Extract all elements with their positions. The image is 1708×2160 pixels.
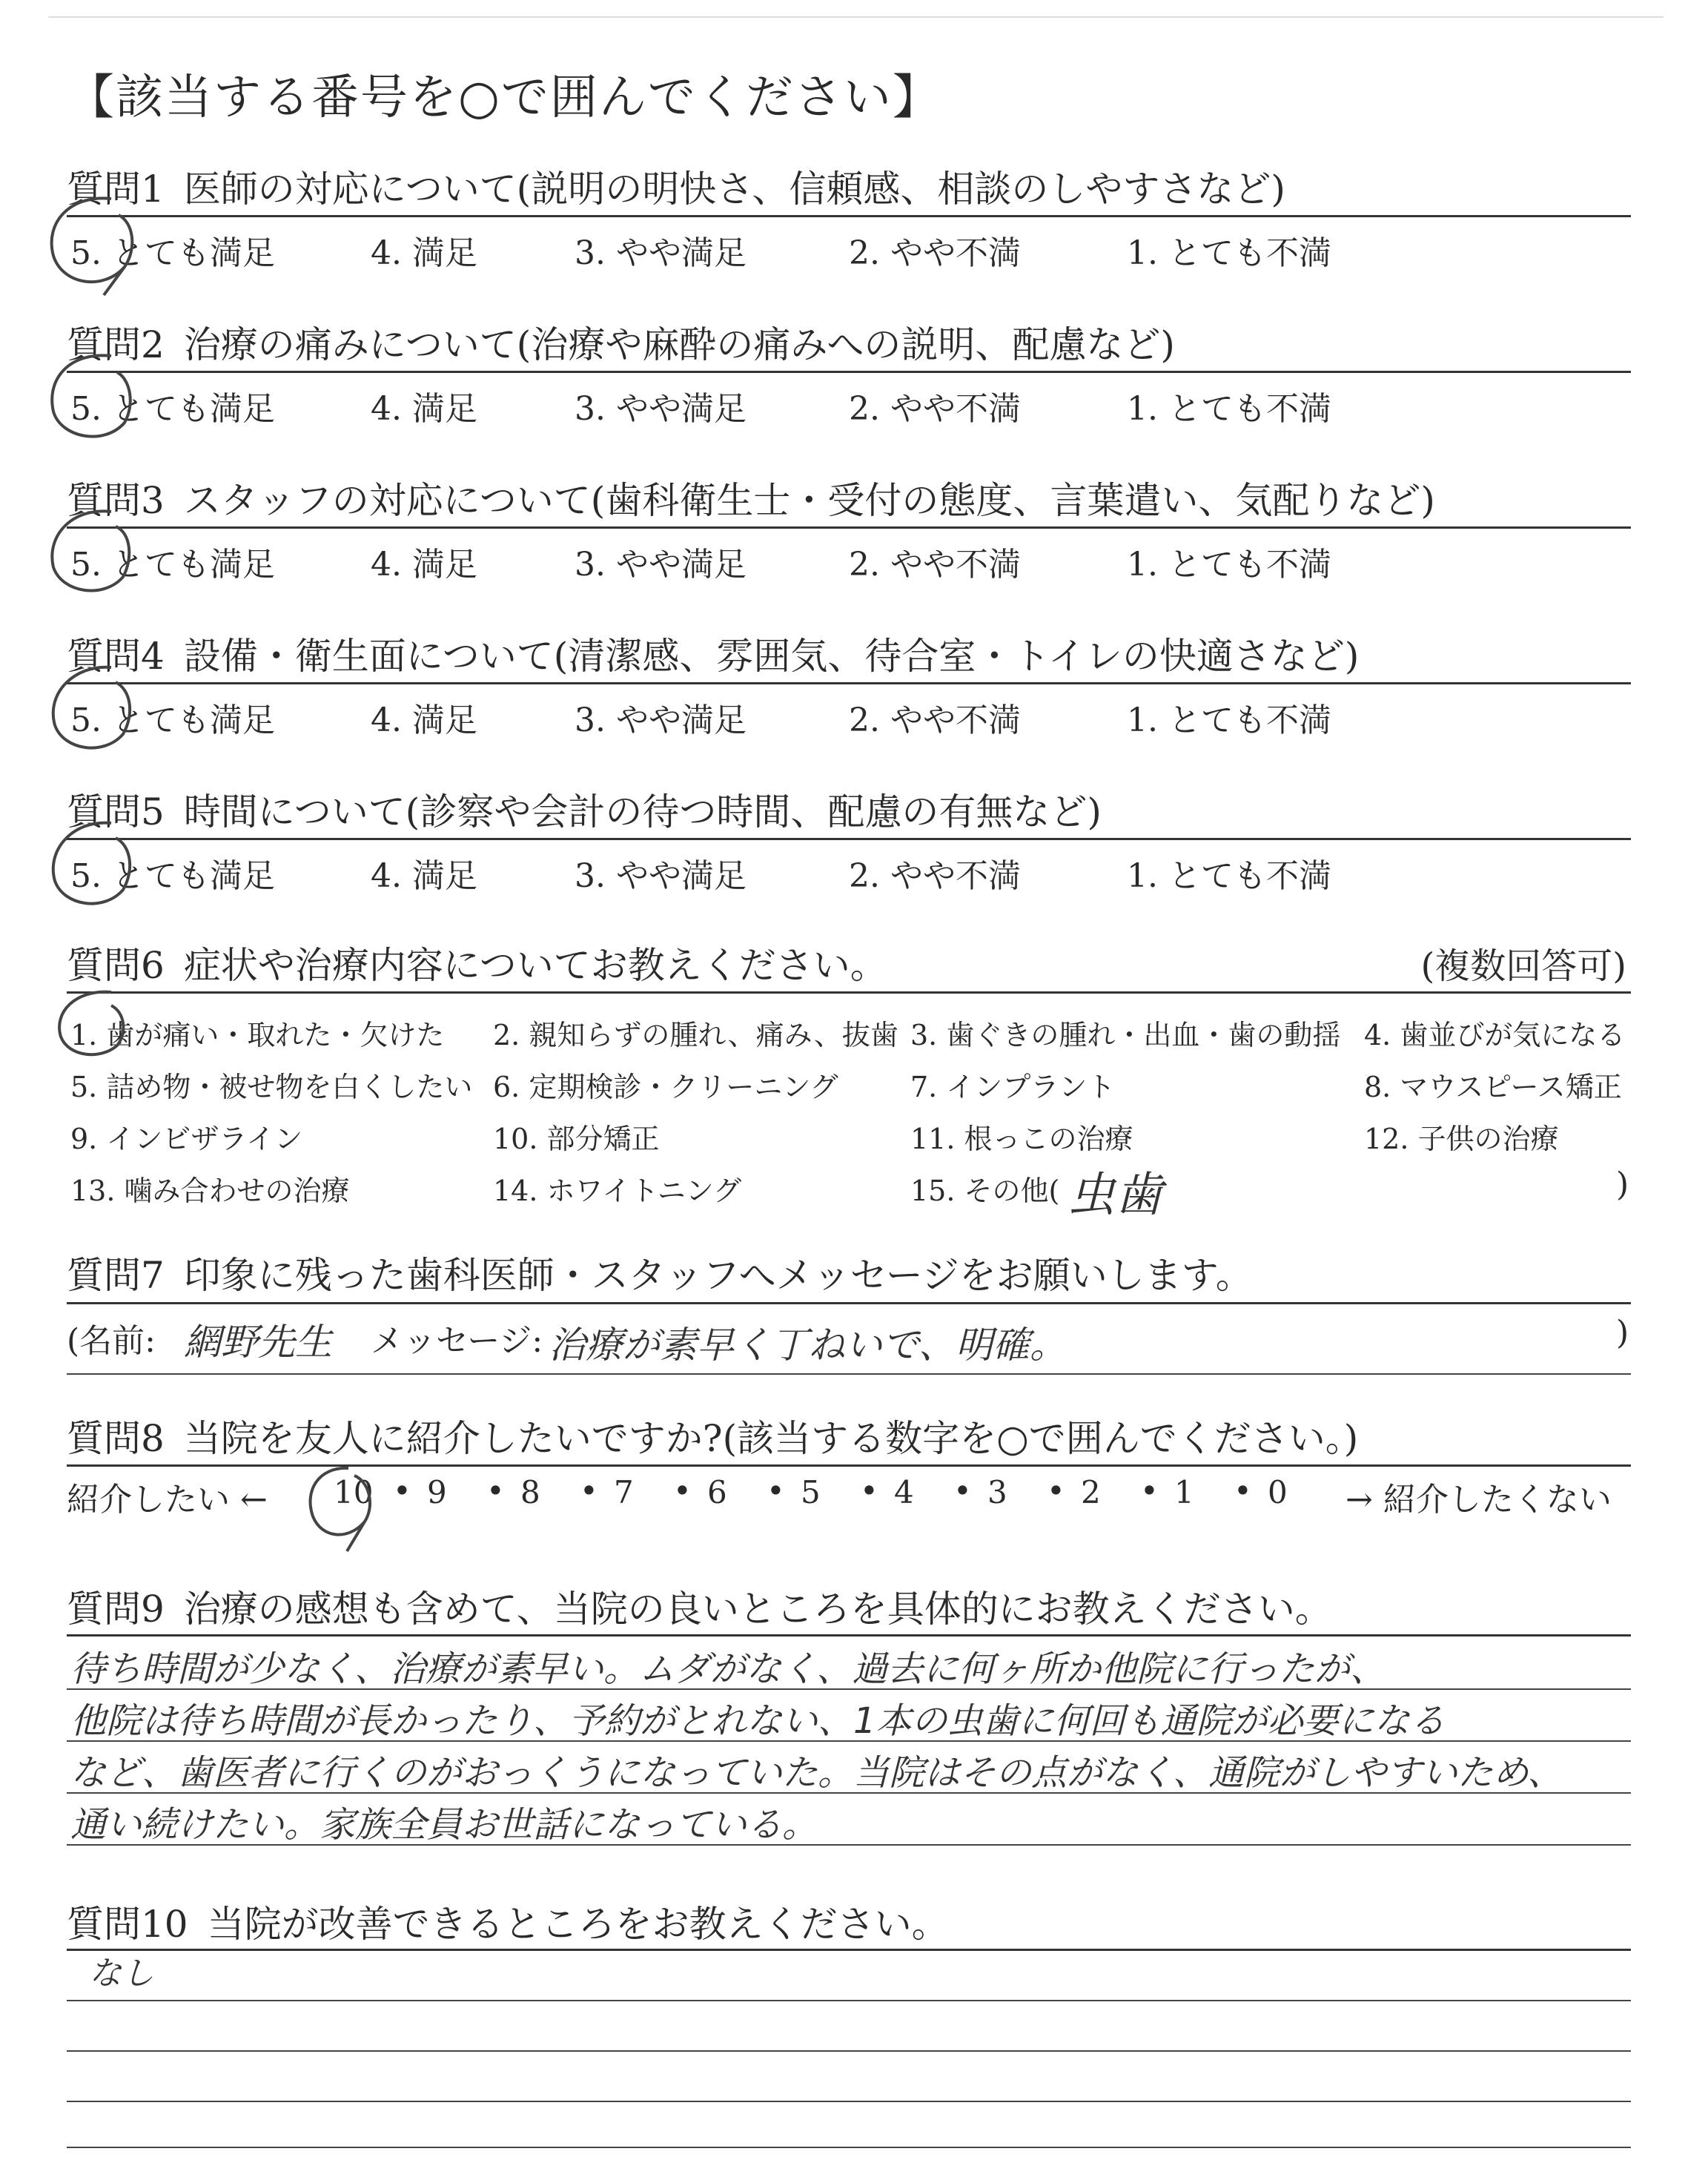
question-6-rule xyxy=(67,991,1631,994)
question-4-option[interactable]: 4. 満足 xyxy=(371,701,477,739)
question-10-line-4 xyxy=(67,2101,1631,2102)
question-5-text: 時間について(診察や会計の待つ時間、配慮の有無など) xyxy=(183,790,1102,833)
question-6-option[interactable]: 14. ホワイトニング xyxy=(493,1175,742,1207)
question-6-option[interactable]: 10. 部分矯正 xyxy=(493,1123,660,1155)
question-2-option[interactable]: 1. とても不満 xyxy=(1127,390,1331,428)
question-3-number: 質問3 xyxy=(67,479,165,522)
question-7-message-value[interactable]: 治療が素早く丁ねいで、明確。 xyxy=(549,1324,1067,1367)
question-6-note: (複数回答可) xyxy=(1420,945,1626,987)
question-6-close-paren: ) xyxy=(1616,1166,1629,1203)
scale-separator-dot: • xyxy=(393,1473,411,1509)
question-3-rule xyxy=(67,526,1631,529)
question-8-scale-value[interactable]: 5 xyxy=(801,1474,821,1510)
question-1-option[interactable]: 1. とても不満 xyxy=(1127,234,1331,272)
question-4-number: 質問4 xyxy=(67,635,165,678)
question-8-scale-value[interactable]: 3 xyxy=(987,1474,1007,1510)
question-9-answer-rule xyxy=(67,1844,1631,1846)
question-4-option[interactable]: 3. やや満足 xyxy=(575,701,747,739)
question-3-title xyxy=(67,471,1435,524)
question-4-option[interactable]: 1. とても不満 xyxy=(1127,701,1331,739)
question-10-answer[interactable]: なし xyxy=(89,1955,154,1992)
question-6-option[interactable]: 13. 噛み合わせの治療 xyxy=(70,1175,350,1207)
page-heading: 【該当する番号を○で囲んでください】 xyxy=(67,70,941,125)
question-6-option[interactable]: 9. インビザライン xyxy=(70,1123,303,1155)
scale-separator-dot: • xyxy=(486,1473,505,1509)
question-8-text: 当院を友人に紹介したいですか?(該当する数字を○で囲んでください。) xyxy=(183,1417,1359,1460)
question-2-number: 質問2 xyxy=(67,323,165,366)
question-9-answer-line: 待ち時間が少なく、治療が素早い。ムダがなく、過去に何ヶ所か他院に行ったが、 xyxy=(70,1648,1386,1690)
question-6-text: 症状や治療内容についてお教えください。 xyxy=(183,944,887,987)
question-9-answer-rule xyxy=(67,1792,1631,1794)
question-8-scale-value[interactable]: 0 xyxy=(1268,1474,1288,1510)
question-8-scale-value[interactable]: 4 xyxy=(894,1474,914,1510)
question-9-answer-line: 通い続けたい。家族全員お世話になっている。 xyxy=(70,1804,818,1846)
question-7-number: 質問7 xyxy=(67,1254,165,1297)
question-1-option[interactable]: 5. とても満足 xyxy=(70,234,275,272)
question-2-title xyxy=(67,315,1175,369)
question-9-answer-rule xyxy=(67,1688,1631,1690)
question-6-title xyxy=(67,936,887,989)
question-8-scale-value[interactable]: 6 xyxy=(707,1474,727,1510)
question-3-option[interactable]: 5. とても満足 xyxy=(70,546,275,584)
question-4-text: 設備・衛生面について(清潔感、雰囲気、待合室・トイレの快適さなど) xyxy=(183,635,1360,678)
question-3-option[interactable]: 4. 満足 xyxy=(371,546,477,584)
question-8-scale-value[interactable]: 1 xyxy=(1174,1474,1194,1510)
question-10-title xyxy=(67,1895,949,1948)
question-6-option[interactable]: 1. 歯が痛い・取れた・欠けた xyxy=(70,1019,445,1051)
question-6-option[interactable]: 12. 子供の治療 xyxy=(1364,1123,1559,1155)
question-7-message-label: メッセージ: xyxy=(371,1322,543,1360)
question-7-text: 印象に残った歯科医師・スタッフへメッセージをお願いします。 xyxy=(183,1254,1253,1297)
question-6-option[interactable]: 4. 歯並びが気になる xyxy=(1364,1019,1626,1051)
question-5-rule xyxy=(67,838,1631,840)
question-10-line-5 xyxy=(67,2147,1631,2148)
question-9-title xyxy=(67,1579,1332,1633)
question-8-number: 質問8 xyxy=(67,1417,165,1460)
question-6-number: 質問6 xyxy=(67,944,165,987)
scale-separator-dot: • xyxy=(1140,1473,1159,1509)
scale-separator-dot: • xyxy=(1234,1473,1252,1509)
question-4-rule xyxy=(67,682,1631,684)
question-7-rule xyxy=(67,1302,1631,1304)
question-5-option[interactable]: 5. とても満足 xyxy=(70,857,275,895)
question-4-option[interactable]: 2. やや不満 xyxy=(849,701,1021,739)
question-2-rule xyxy=(67,371,1631,373)
question-4-title xyxy=(67,627,1359,680)
question-5-title xyxy=(67,782,1102,836)
question-8-left-label: 紹介したい ← xyxy=(67,1481,268,1519)
question-1-option[interactable]: 2. やや不満 xyxy=(849,234,1021,272)
question-4-option[interactable]: 5. とても満足 xyxy=(70,701,275,739)
question-8-scale-value[interactable]: 10 xyxy=(334,1474,374,1510)
question-6-option[interactable]: 7. インプラント xyxy=(910,1071,1116,1103)
question-9-text: 治療の感想も含めて、当院の良いところを具体的にお教えください。 xyxy=(183,1588,1332,1631)
scale-separator-dot: • xyxy=(1047,1473,1065,1509)
question-1-title xyxy=(67,159,1285,213)
question-3-option[interactable]: 1. とても不満 xyxy=(1127,546,1331,584)
question-2-text: 治療の痛みについて(治療や麻酔の痛みへの説明、配慮など) xyxy=(183,323,1175,366)
question-9-answer-rule xyxy=(67,1740,1631,1742)
question-10-line-2 xyxy=(67,2000,1631,2001)
scale-separator-dot: • xyxy=(580,1473,598,1509)
question-8-title xyxy=(67,1409,1358,1462)
question-8-rule xyxy=(67,1464,1631,1467)
question-5-option[interactable]: 2. やや不満 xyxy=(849,857,1021,895)
question-1-number: 質問1 xyxy=(67,168,165,211)
question-1-rule xyxy=(67,215,1631,217)
question-7-name-label: (名前: xyxy=(67,1322,156,1360)
scale-separator-dot: • xyxy=(860,1473,878,1509)
question-9-answer-line: 他院は待ち時間が長かったり、予約がとれない、1本の虫歯に何回も通院が必要になる xyxy=(70,1700,1446,1742)
question-5-option[interactable]: 3. やや満足 xyxy=(575,857,747,895)
question-8-scale-value[interactable]: 7 xyxy=(614,1474,634,1510)
question-8-scale-value[interactable]: 2 xyxy=(1081,1474,1101,1510)
question-6-option[interactable]: 8. マウスピース矯正 xyxy=(1364,1071,1622,1103)
question-2-option[interactable]: 3. やや満足 xyxy=(575,390,747,428)
question-9-rule xyxy=(67,1634,1631,1636)
scale-separator-dot: • xyxy=(673,1473,692,1509)
question-10-line-3 xyxy=(67,2050,1631,2052)
question-8-scale-value[interactable]: 8 xyxy=(520,1474,540,1510)
question-9-answer-line: など、歯医者に行くのがおっくうになっていた。当院はその点がなく、通院がしやすいため、 xyxy=(70,1752,1563,1794)
question-6-option[interactable]: 11. 根っこの治療 xyxy=(910,1123,1133,1155)
question-2-option[interactable]: 5. とても満足 xyxy=(70,390,275,428)
question-6-option[interactable]: 3. 歯ぐきの腫れ・出血・歯の動揺 xyxy=(910,1019,1341,1051)
question-10-text: 当院が改善できるところをお教えください。 xyxy=(207,1903,949,1946)
question-5-number: 質問5 xyxy=(67,790,165,833)
question-10-number: 質問10 xyxy=(67,1903,188,1946)
question-3-text: スタッフの対応について(歯科衛生士・受付の態度、言葉遣い、気配りなど) xyxy=(183,479,1435,522)
scale-separator-dot: • xyxy=(953,1473,972,1509)
question-5-option[interactable]: 4. 満足 xyxy=(371,857,477,895)
question-7-close-paren: ) xyxy=(1616,1314,1629,1352)
question-2-option[interactable]: 2. やや不満 xyxy=(849,390,1021,428)
question-10-rule xyxy=(67,1949,1631,1951)
question-3-option[interactable]: 3. やや満足 xyxy=(575,546,747,584)
question-5-option[interactable]: 1. とても不満 xyxy=(1127,857,1331,895)
question-7-title xyxy=(67,1246,1253,1299)
question-2-option[interactable]: 4. 満足 xyxy=(371,390,477,428)
top-rule xyxy=(48,16,1664,18)
question-3-option[interactable]: 2. やや不満 xyxy=(849,546,1021,584)
scale-separator-dot: • xyxy=(767,1473,785,1509)
question-6-option[interactable]: 15. その他( xyxy=(910,1175,1060,1207)
question-1-option[interactable]: 4. 満足 xyxy=(371,234,477,272)
question-7-answer-rule xyxy=(67,1373,1631,1375)
question-8-right-label: → 紹介したくない xyxy=(1345,1481,1612,1519)
question-1-text: 医師の対応について(説明の明快さ、信頼感、相談のしやすさなど) xyxy=(183,168,1285,211)
question-7-name-value[interactable]: 網野先生 xyxy=(184,1321,332,1364)
question-8-scale-value[interactable]: 9 xyxy=(427,1474,447,1510)
question-6-other-answer[interactable]: 虫歯 xyxy=(1068,1168,1162,1223)
question-6-option[interactable]: 6. 定期検診・クリーニング xyxy=(493,1071,838,1103)
question-6-option[interactable]: 2. 親知らずの腫れ、痛み、抜歯 xyxy=(493,1019,898,1051)
question-6-option[interactable]: 5. 詰め物・被せ物を白くしたい xyxy=(70,1071,473,1103)
question-1-option[interactable]: 3. やや満足 xyxy=(575,234,747,272)
question-9-number: 質問9 xyxy=(67,1588,165,1631)
